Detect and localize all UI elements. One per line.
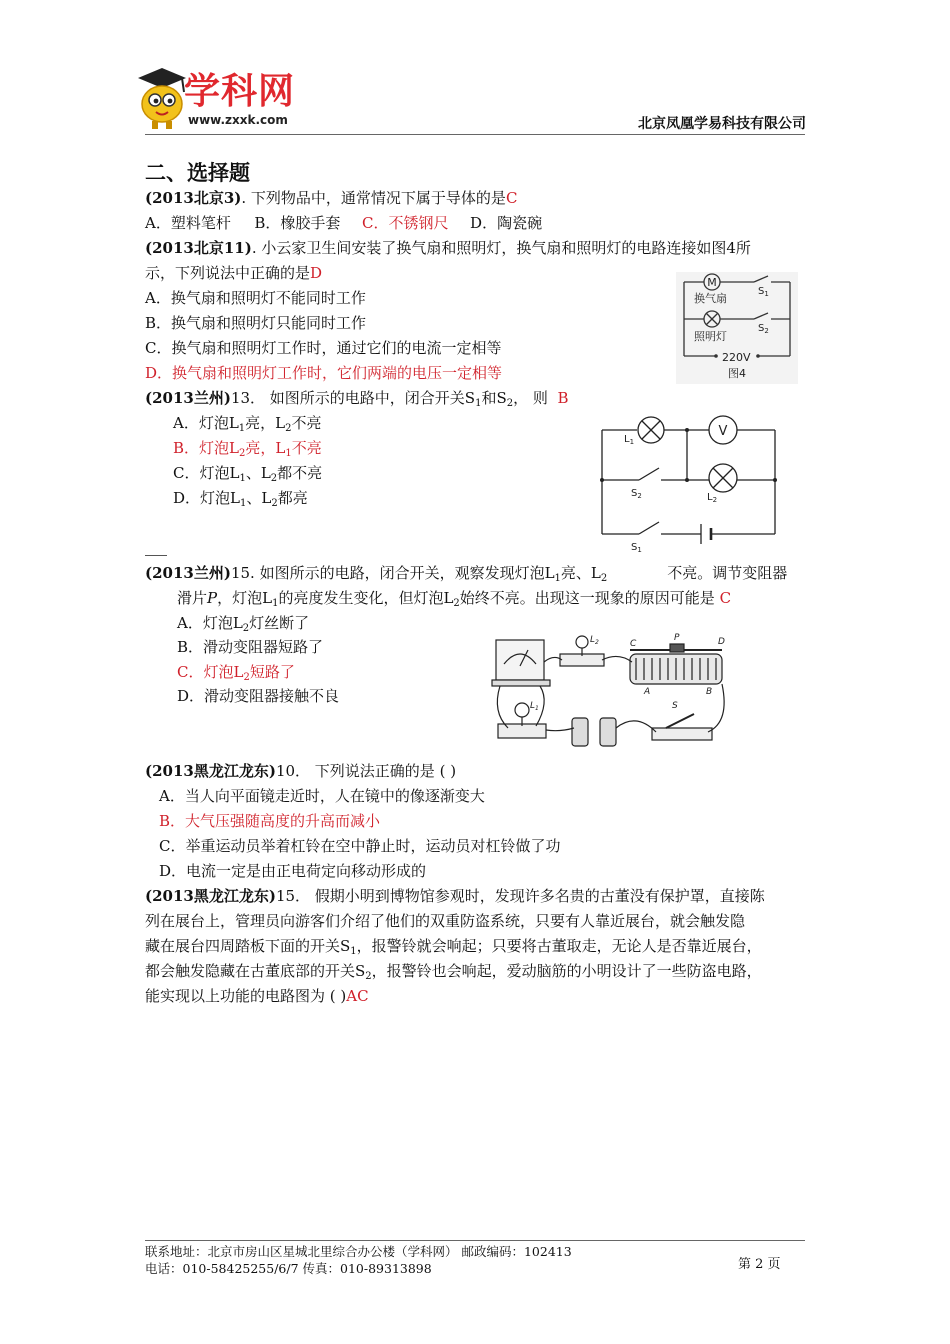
answer-label: B: [557, 389, 569, 407]
footer-phone: 电话：010-58425255/6/7 传真：010-89313898: [145, 1261, 432, 1276]
question-2-stem-line1: [145, 238, 751, 258]
slider-p-label: P: [674, 633, 680, 643]
question-3-option-a: A．灯泡$L_1$亮，$L_2$不亮: [173, 414, 322, 434]
voltmeter-label: V: [718, 424, 728, 439]
question-source: (2013黑龙江龙东): [145, 887, 276, 905]
terminal-b-label: B: [706, 687, 713, 697]
page-number: 第 2 页: [738, 1257, 781, 1272]
motor-symbol: M: [707, 276, 717, 289]
figure-4-circuit: [676, 272, 798, 384]
question-6-line1: (2013黑龙江龙东)15． 假期小明到博物馆参观时，发现许多名贵的古董没有保护罩，直接陈: [145, 887, 765, 905]
question-2-stem-line2: [145, 263, 322, 283]
small-divider: [145, 555, 167, 556]
question-text: 和S: [481, 389, 507, 407]
figure-caption: 图4: [728, 367, 746, 380]
question-text: 10． 下列说法正确的是 ( ): [275, 762, 457, 780]
section-title: 二、选择题: [145, 161, 250, 185]
subscript: 2: [506, 398, 514, 409]
switch-s2-label: $S_2$: [758, 323, 769, 335]
footer-divider: [145, 1240, 805, 1241]
switch-s2-label: $S_2$: [631, 488, 642, 500]
switch-s-label: S: [672, 701, 678, 711]
question-5-stem: [145, 761, 456, 781]
question-2-option-b: B．换气扇和照明灯只能同时工作: [145, 314, 367, 332]
question-1-options: [145, 213, 542, 233]
question-text: 13． 如图所示的电路中，闭合开关S: [230, 389, 476, 407]
question-5-option-a: A．当人向平面镜走近时，人在镜中的像逐渐变大: [159, 787, 485, 805]
question-6-line4: 都会触发隐藏在古董底部的开关$S_2$，报警铃也会响起，爱动脑筋的小明设计了一些防盗电路，: [145, 962, 762, 982]
question-6-line2: 列在展台上，管理员向游客们介绍了他们的双重防盗系统，只要有人靠近展台，就会触发隐: [145, 912, 746, 930]
option-a: A．塑料笔杆: [145, 214, 231, 232]
question-6-line5: 能实现以上功能的电路图为 ( )AC: [145, 987, 369, 1005]
option-b: B．橡胶手套: [254, 214, 341, 232]
option-d: D．陶瓷碗: [470, 214, 543, 232]
question-source: (2013兰州): [145, 564, 231, 582]
fan-label: 换气扇: [694, 292, 727, 305]
question-4-option-b: B．滑动变阻器短路了: [177, 638, 324, 656]
question-4-option-c: C．灯泡$L_2$短路了: [177, 663, 295, 683]
question-5-option-b: B．大气压强随高度的升高而减小: [159, 812, 381, 830]
question-2-option-d: D．换气扇和照明灯工作时，它们两端的电压一定相等: [145, 364, 503, 382]
question-5-option-d: D．电流一定是由正电荷定向移动形成的: [159, 862, 427, 880]
question-3-option-b: B．灯泡$L_2$亮，$L_1$不亮: [173, 439, 322, 459]
footer-address: 联系地址：北京市房山区星城北里综合办公楼（学科网） 邮政编码：102413: [145, 1244, 572, 1259]
question-4-option-d: D．滑动变阻器接触不良: [177, 687, 340, 705]
switch-s1-label: $S_1$: [758, 286, 769, 298]
question-4-line1: (2013兰州)15. 如图所示的电路，闭合开关，观察发现灯泡$L_1$亮、$L_2$ 不亮。调节变阻器: [145, 564, 788, 584]
question-2-option-c: C．换气扇和照明灯工作时，通过它们的电流一定相等: [145, 339, 502, 357]
logo-url: www.zxxk.com: [188, 113, 288, 127]
question-1-stem: [145, 188, 517, 208]
question-text: . 下列物品中，通常情况下属于导体的是: [241, 189, 506, 207]
question-3-option-c: C．灯泡$L_1$、$L_2$都不亮: [173, 464, 323, 484]
lamp-l1-label: $L_1$: [624, 434, 635, 446]
voltage-label: 220V: [722, 351, 751, 364]
question-3-option-d: D．灯泡$L_1$、$L_2$都亮: [173, 489, 308, 509]
answer-label: C: [719, 589, 732, 607]
lamp-l2-label: $L_2$: [707, 492, 718, 504]
question-2-option-a: A．换气扇和照明灯不能同时工作: [145, 289, 366, 307]
terminal-c-label: C: [630, 639, 637, 649]
question-text: . 小云家卫生间安装了换气扇和照明灯，换气扇和照明灯的电路连接如图4所: [251, 239, 751, 257]
terminal-a-label: A: [644, 687, 651, 697]
lamp-label: 照明灯: [694, 330, 727, 343]
answer-label: C: [505, 189, 518, 207]
question-4-line2: 滑片P，灯泡$L_1$的亮度发生变化，但灯泡$L_2$始终不亮。出现这一现象的原因可能是 C: [177, 589, 732, 609]
option-c: C．不锈钢尺: [362, 214, 449, 232]
question-source: (2013北京3): [145, 189, 242, 207]
logo-text: 学科网: [184, 71, 296, 112]
l2-label: $L_2$: [590, 635, 599, 646]
subscript: 1: [475, 398, 482, 409]
header-divider: [145, 134, 805, 135]
terminal-d-label: D: [718, 637, 725, 647]
switch-s1-label: $S_1$: [631, 542, 642, 554]
question-source: (2013北京11): [145, 239, 252, 257]
question-4-apparatus: [490, 632, 740, 750]
question-source: (2013兰州): [145, 389, 231, 407]
l1-label: $L_1$: [530, 701, 539, 712]
question-source: (2013黑龙江龙东): [145, 762, 276, 780]
answer-label: AC: [346, 987, 369, 1005]
question-3-circuit: [595, 410, 783, 556]
mascot-icon: [132, 66, 192, 130]
question-text: 示，下列说法中正确的是: [145, 264, 311, 282]
question-5-option-c: C．举重运动员举着杠铃在空中静止时，运动员对杠铃做了功: [159, 837, 561, 855]
question-3-stem: [145, 388, 568, 414]
question-6-line3: 藏在展台四周踏板下面的开关$S_1$，报警铃就会响起；只要将古董取走，无论人是否靠近展台，: [145, 937, 762, 957]
question-text: ， 则: [513, 389, 548, 407]
question-4-option-a: A．灯泡$L_2$灯丝断了: [177, 614, 310, 634]
answer-label: D: [310, 264, 323, 282]
logo: [132, 66, 312, 132]
company-name: 北京凤凰学易科技有限公司: [638, 116, 806, 132]
